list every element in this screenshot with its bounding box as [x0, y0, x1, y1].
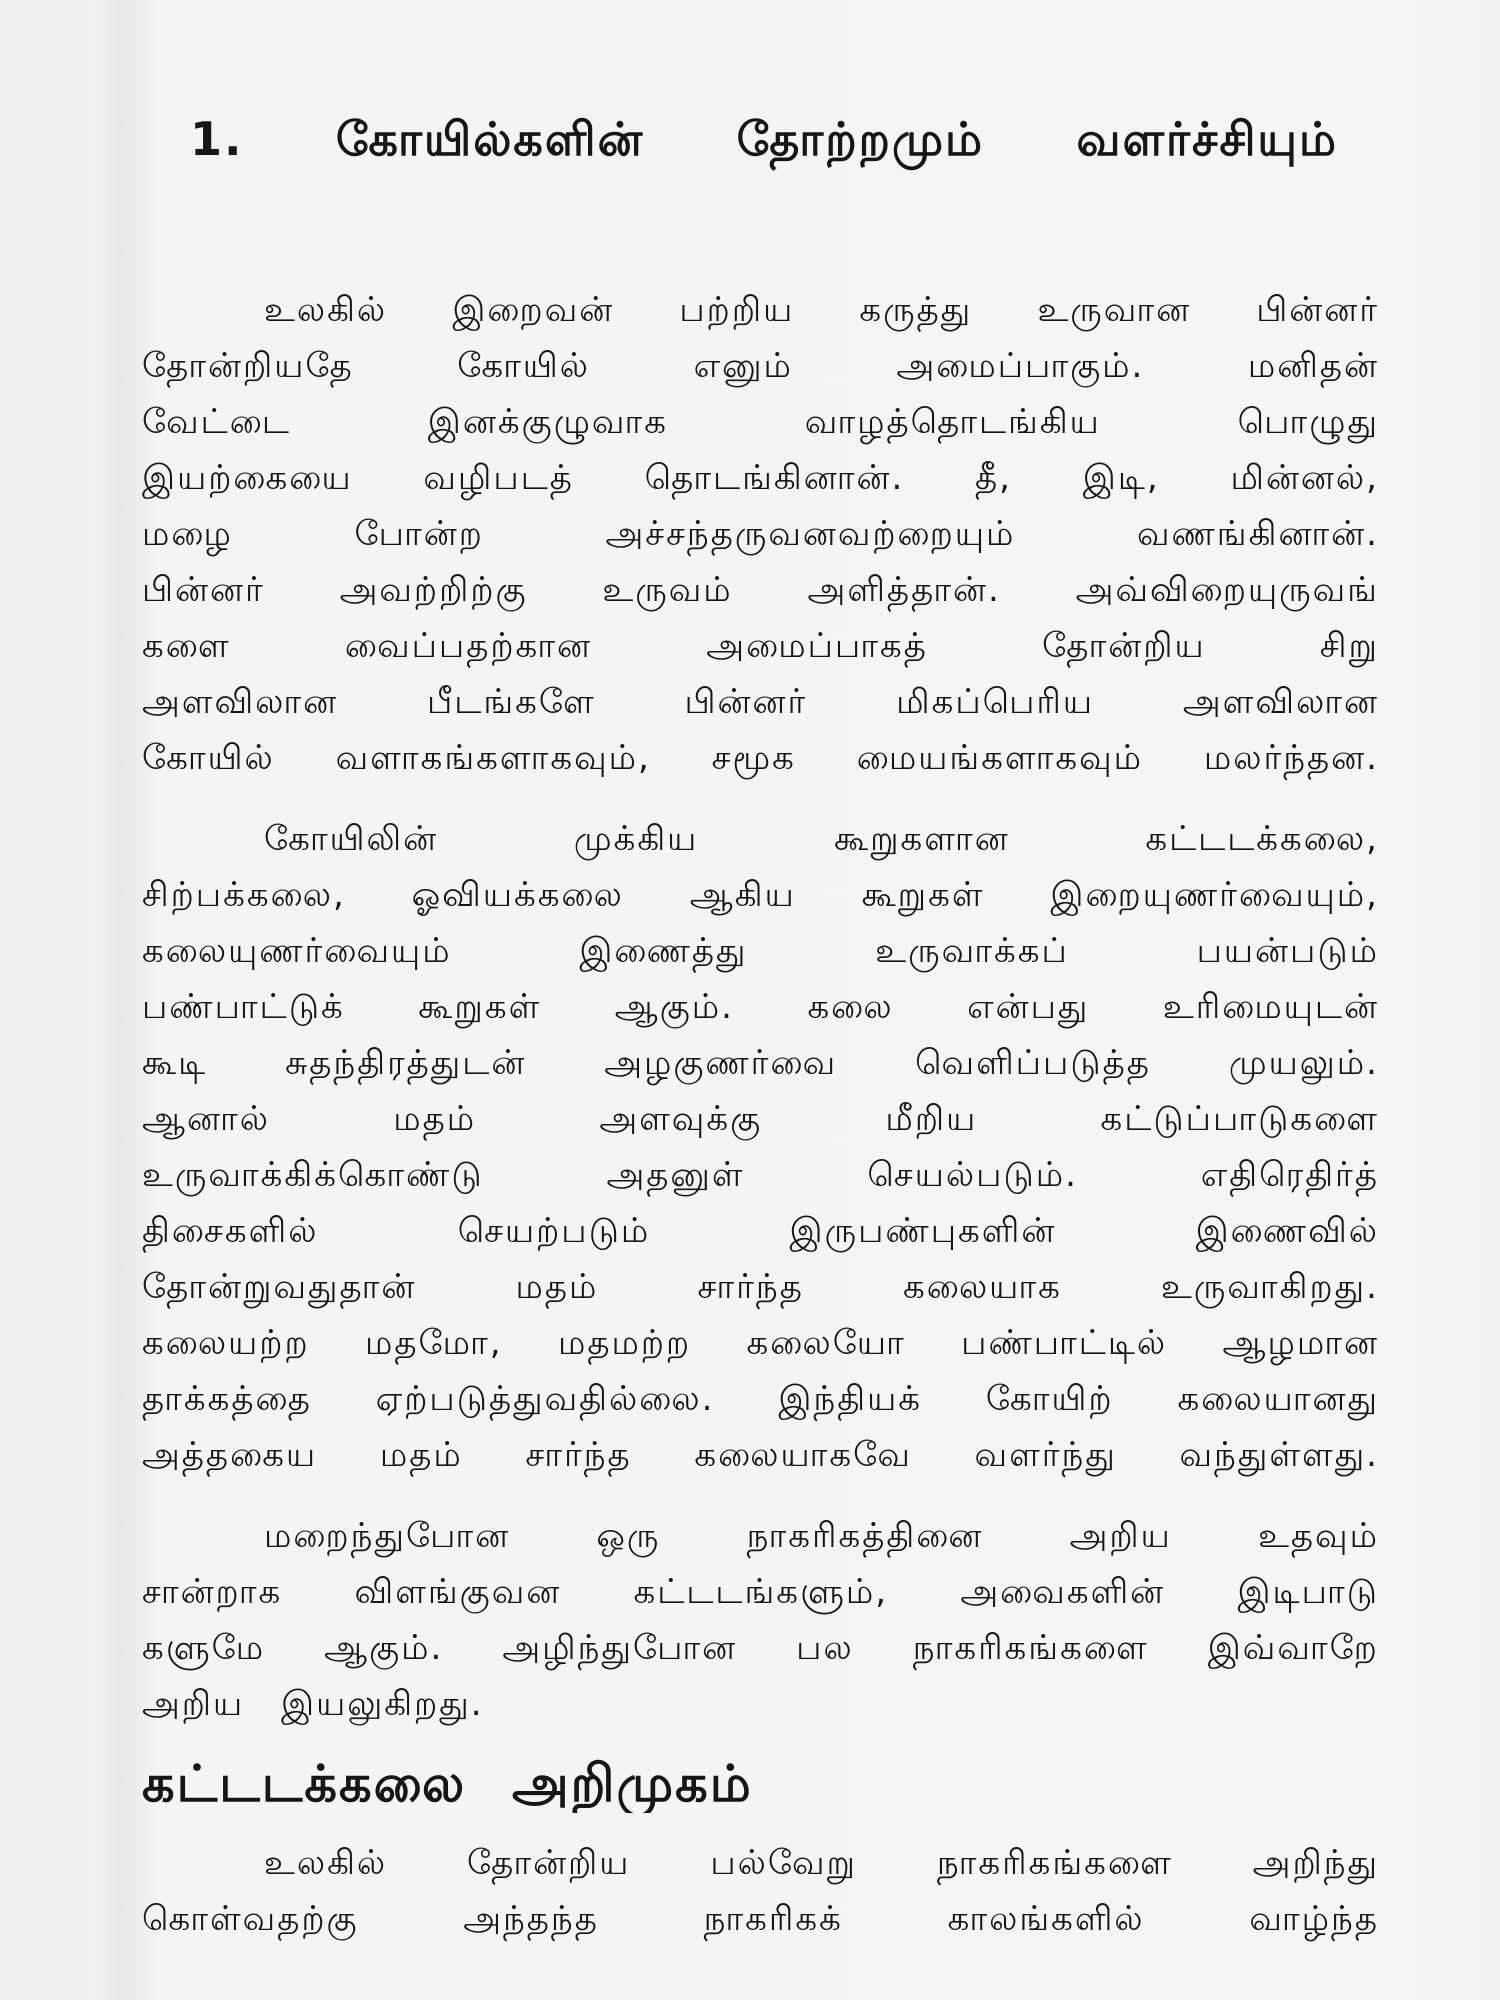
- word: கூடி: [142, 1043, 208, 1083]
- text-line: [142, 979, 1379, 1035]
- word: பண்பாட்டில்: [961, 1323, 1168, 1363]
- word: கட்டடக்கலை,: [1145, 819, 1379, 859]
- word: கோயில்களின்: [335, 112, 645, 166]
- word: அளித்தான்.: [807, 570, 1001, 610]
- word: தோன்றுவதுதான்: [142, 1267, 417, 1307]
- word: ஆகிய: [689, 875, 796, 915]
- word: அவற்றிற்கு: [339, 570, 528, 610]
- word: உருவாக்கப்: [875, 931, 1069, 971]
- word: பின்னர்: [684, 682, 808, 722]
- word: உருவாக்கிக்கொண்டு: [142, 1155, 484, 1195]
- word: மின்னல்,: [1230, 458, 1379, 498]
- word: உருவாகிறது.: [1161, 1267, 1379, 1307]
- word: கலை: [807, 987, 894, 1027]
- word: பொழுது: [1237, 402, 1379, 442]
- word: கோயில்: [142, 738, 275, 778]
- word: பற்றிய: [679, 290, 795, 330]
- word: தாக்கத்தை: [142, 1379, 312, 1419]
- word: பல்வேறு: [710, 1843, 857, 1883]
- text-line: [142, 1315, 1379, 1371]
- paragraph-architecture-intro: [142, 1835, 1379, 1947]
- text-line: [142, 1203, 1379, 1259]
- text-line: அறிய இயலுகிறது.: [142, 1684, 484, 1724]
- word: தோன்றியதே: [142, 346, 354, 386]
- word: செயல்படும்.: [867, 1155, 1078, 1195]
- word: பயன்படும்: [1196, 931, 1379, 971]
- word: உருவான: [1037, 290, 1192, 330]
- word: பண்பாட்டுக்: [142, 987, 345, 1027]
- word: இவ்வாறே: [1207, 1628, 1379, 1668]
- word: பல: [796, 1628, 854, 1668]
- text-line: [142, 674, 1379, 730]
- word: விளங்குவன: [354, 1572, 562, 1612]
- word: இடி,: [1082, 458, 1160, 498]
- text-line: [142, 867, 1379, 923]
- word: அறிந்து: [1252, 1843, 1379, 1883]
- word: பின்னர்: [142, 570, 265, 610]
- word: வளர்ந்து: [974, 1435, 1117, 1475]
- text-line: [142, 1147, 1379, 1203]
- word: சமூக: [711, 738, 796, 778]
- word: கலையற்ற: [142, 1323, 310, 1363]
- word: தோற்றமும்: [736, 112, 985, 166]
- text-line: [142, 394, 1379, 450]
- word: மழை: [142, 514, 233, 554]
- word: கூறுகளான: [833, 819, 1010, 859]
- word: கூறுகள்: [418, 987, 542, 1027]
- word: கொள்வதற்கு: [142, 1899, 359, 1939]
- word: அவைகளின்: [960, 1572, 1166, 1612]
- word: ஆகும்.: [324, 1628, 444, 1668]
- word: செயற்படும்: [457, 1211, 651, 1251]
- word: சிறு: [1319, 626, 1379, 666]
- text-line: [142, 1427, 1379, 1483]
- word: நாகரிகங்களை: [912, 1628, 1149, 1668]
- word: அவ்விறையுருவங்: [1075, 570, 1379, 610]
- word: மலர்ந்தன.: [1203, 738, 1379, 778]
- word: சார்ந்த: [697, 1267, 804, 1307]
- word: உலகில்: [264, 290, 388, 330]
- paragraph-temple-arts: [142, 811, 1379, 1483]
- word: அளவிலான: [1182, 682, 1379, 722]
- word: கலையோ: [746, 1323, 906, 1363]
- word: தீ,: [975, 458, 1012, 498]
- word: மறைந்துபோன: [264, 1516, 511, 1556]
- word: எதிரெதிர்த்: [1200, 1155, 1379, 1195]
- word: உருவம்: [602, 570, 733, 610]
- word: அறிய: [1069, 1516, 1172, 1556]
- text-line: [142, 1620, 1379, 1676]
- word: களை: [142, 626, 231, 666]
- word: வைப்பதற்கான: [344, 626, 592, 666]
- word: கலையுணர்வையும்: [142, 931, 452, 971]
- word: மதம்: [379, 1435, 463, 1475]
- text-line: [142, 1035, 1379, 1091]
- word: கூறுகள்: [861, 875, 985, 915]
- word: சார்ந்த: [525, 1435, 632, 1475]
- text-line: [142, 562, 1379, 618]
- word: என்பது: [967, 987, 1090, 1027]
- word: பின்னர்: [1256, 290, 1379, 330]
- word: ஆகும்.: [614, 987, 734, 1027]
- chapter-title: [190, 107, 1338, 171]
- text-line: [142, 923, 1379, 979]
- word: மதம்: [393, 1099, 477, 1139]
- paragraph-lost-civilisations: [142, 1508, 1379, 1732]
- word: தோன்றிய: [467, 1843, 631, 1883]
- text-line: [142, 1564, 1379, 1620]
- word: அளவுக்கு: [599, 1099, 763, 1139]
- word: இணைவில்: [1195, 1211, 1379, 1251]
- word: அச்சந்தருவனவற்றையும்: [605, 514, 1016, 554]
- word: தோன்றிய: [1042, 626, 1206, 666]
- word: மிகப்பெரிய: [896, 682, 1095, 722]
- word: கோயிற்: [985, 1379, 1114, 1419]
- text-line: [142, 618, 1379, 674]
- word: வேட்டை: [142, 402, 291, 442]
- word: இடிபாடு: [1237, 1572, 1379, 1612]
- word: வணங்கினான்.: [1137, 514, 1379, 554]
- word: முக்கிய: [573, 819, 699, 859]
- word: வாழ்ந்த: [1249, 1899, 1379, 1939]
- word: உலகில்: [264, 1843, 388, 1883]
- word: ஒரு: [596, 1516, 661, 1556]
- text-line: [142, 1508, 1379, 1564]
- body-text: [142, 282, 1379, 1947]
- word: இறைவன்: [452, 290, 615, 330]
- word: காலங்களில்: [947, 1899, 1145, 1939]
- word: திசைகளில்: [142, 1211, 319, 1251]
- word: மதமற்ற: [557, 1323, 692, 1363]
- word: இருபண்புகளின்: [789, 1211, 1057, 1251]
- word: வந்துள்ளது.: [1179, 1435, 1379, 1475]
- word: ஓவியக்கலை: [411, 875, 624, 915]
- word: இறையுணர்வையும்,: [1050, 875, 1379, 915]
- word: போன்ற: [354, 514, 484, 554]
- word: வெளிப்படுத்த: [915, 1043, 1151, 1083]
- word: மதம்: [515, 1267, 599, 1307]
- word: அமைப்பாகத்: [706, 626, 928, 666]
- word: கட்டடங்களும்,: [633, 1572, 889, 1612]
- word: கட்டுப்பாடுகளை: [1100, 1099, 1379, 1139]
- word: உதவும்: [1258, 1516, 1379, 1556]
- text-line: [142, 1091, 1379, 1147]
- word: மதமோ,: [365, 1323, 503, 1363]
- word: அத்தகைய: [142, 1435, 318, 1475]
- word: வழிபடத்: [423, 458, 574, 498]
- word: இணைத்து: [579, 931, 748, 971]
- word: பீடங்களே: [426, 682, 596, 722]
- word: நாகரிகக்: [703, 1899, 843, 1939]
- word: முயலும்.: [1228, 1043, 1379, 1083]
- word: மீறிய: [885, 1099, 978, 1139]
- word: சுதந்திரத்துடன்: [285, 1043, 527, 1083]
- paragraph-origin-of-temples: [142, 282, 1379, 786]
- word: 1.: [190, 112, 244, 166]
- word: மையங்களாகவும்: [856, 738, 1144, 778]
- word: கலையாகவே: [694, 1435, 912, 1475]
- word: அழிந்துபோன: [502, 1628, 738, 1668]
- word: கலையானது: [1177, 1379, 1379, 1419]
- text-line: [142, 282, 1379, 338]
- word: உரிமையுடன்: [1162, 987, 1379, 1027]
- word: சிற்பக்கலை,: [142, 875, 346, 915]
- word: ஏற்படுத்துவதில்லை.: [375, 1379, 715, 1419]
- text-line: [142, 1835, 1379, 1891]
- word: அழகுணர்வை: [604, 1043, 838, 1083]
- word: அந்தந்த: [463, 1899, 599, 1939]
- word: வளர்ச்சியும்: [1076, 112, 1338, 166]
- section-heading: கட்டடக்கலை அறிமுகம்: [142, 1757, 753, 1813]
- word: கலையாக: [903, 1267, 1062, 1307]
- word: மனிதன்: [1247, 346, 1379, 386]
- word: நாகரிகங்களை: [936, 1843, 1173, 1883]
- word: அதனுள்: [606, 1155, 745, 1195]
- text-line: [142, 1891, 1379, 1947]
- word: ஆனால்: [142, 1099, 270, 1139]
- text-line: [142, 730, 1379, 786]
- text-line: [142, 1371, 1379, 1427]
- word: இனக்குழுவாக: [427, 402, 668, 442]
- word: சான்றாக: [142, 1572, 283, 1612]
- word: அளவிலான: [142, 682, 339, 722]
- text-line: [142, 338, 1379, 394]
- text-line: [142, 506, 1379, 562]
- word: கோயிலின்: [264, 819, 439, 859]
- word: இயற்கையை: [142, 458, 353, 498]
- word: கோயில்: [457, 346, 591, 386]
- text-line: [142, 1259, 1379, 1315]
- text-line: [142, 811, 1379, 867]
- word: அமைப்பாகும்.: [896, 346, 1145, 386]
- word: இந்தியக்: [778, 1379, 922, 1419]
- word: களுமே: [142, 1628, 266, 1668]
- word: எனும்: [693, 346, 793, 386]
- word: தொடங்கினான்.: [644, 458, 905, 498]
- word: ஆழமான: [1222, 1323, 1379, 1363]
- word: வாழத்தொடங்கிய: [804, 402, 1101, 442]
- word: நாகரிகத்தினை: [746, 1516, 984, 1556]
- word: கருத்து: [859, 290, 973, 330]
- text-line: [142, 450, 1379, 506]
- word: வளாகங்களாகவும்,: [335, 738, 651, 778]
